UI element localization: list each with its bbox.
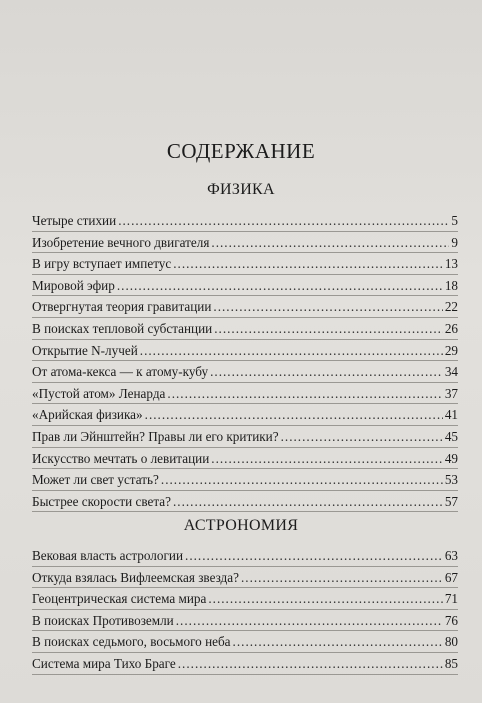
- toc-entry-title: В поисках седьмого, восьмого неба: [32, 634, 231, 650]
- toc-entry-title: «Арийская физика»: [32, 407, 143, 423]
- toc-entry-title: От атома-кекса — к атому-кубу: [32, 364, 209, 380]
- toc-entry-title: Отвергнутая теория гравитации: [32, 299, 212, 315]
- toc-entry: [32, 296, 458, 318]
- dot-leader: [214, 318, 443, 340]
- dot-leader: [241, 567, 443, 589]
- toc-entry: [32, 469, 458, 491]
- dot-leader: [173, 253, 443, 275]
- toc-entry-title: Быстрее скорости света?: [32, 493, 171, 509]
- toc-entry-title: В поисках Противоземли: [32, 612, 174, 628]
- toc-entry-title: Мировой эфир: [32, 277, 115, 293]
- toc-entry: [32, 210, 458, 232]
- toc-entry: [32, 383, 458, 405]
- toc-entry-page: 22: [444, 299, 458, 315]
- dot-leader: [185, 545, 443, 567]
- toc-entry: [32, 491, 458, 513]
- dot-leader: [211, 448, 443, 470]
- toc-entry: [32, 426, 458, 448]
- dot-leader: [211, 232, 449, 254]
- toc-entry: [32, 340, 458, 362]
- toc-entry: [32, 318, 458, 340]
- toc-entry-page: 34: [444, 364, 458, 380]
- section-heading-physics: ФИЗИКА: [207, 181, 275, 198]
- dot-leader: [117, 275, 443, 297]
- toc-entry-title: Геоцентрическая система мира: [32, 591, 207, 607]
- dot-leader: [173, 491, 443, 513]
- toc-entry-title: Четыре стихии: [32, 213, 117, 228]
- toc-entry-title: Открытие N-лучей: [32, 342, 138, 358]
- toc-entry-page: 18: [444, 277, 458, 293]
- dot-leader: [233, 631, 443, 653]
- toc-entry-page: 9: [451, 234, 458, 250]
- toc-entry-title: Откуда взялась Вифлеемская звезда?: [32, 569, 239, 585]
- toc-entry-page: 67: [444, 569, 458, 585]
- toc-entry: [32, 567, 458, 589]
- toc-entry-page: 63: [444, 548, 458, 563]
- toc-entry: [32, 653, 458, 675]
- dot-leader: [281, 426, 443, 448]
- toc-entry-title: Изобретение вечного двигателя: [32, 234, 210, 250]
- dot-leader: [210, 361, 443, 383]
- toc-entry-title: Система мира Тихо Браге: [32, 655, 176, 671]
- toc-entry-page: 49: [444, 450, 458, 466]
- toc-entry: [32, 253, 458, 275]
- toc-entry: [32, 275, 458, 297]
- toc-astronomy: [32, 545, 458, 675]
- dot-leader: [140, 340, 443, 362]
- toc-entry: [32, 631, 458, 653]
- toc-entry-title: В игру вступает импетус: [32, 256, 172, 272]
- toc-entry-title: Искусство мечтать о левитации: [32, 450, 210, 466]
- toc-entry-page: 5: [451, 213, 458, 228]
- toc-entry: [32, 545, 458, 567]
- toc-physics: [32, 210, 458, 512]
- dot-leader: [145, 404, 443, 426]
- page-title: СОДЕРЖАНИЕ: [166, 139, 316, 163]
- toc-entry-page: 26: [444, 320, 458, 336]
- toc-entry: [32, 610, 458, 632]
- dot-leader: [213, 296, 442, 318]
- toc-entry-page: 29: [444, 342, 458, 358]
- dot-leader: [176, 610, 443, 632]
- toc-entry-page: 45: [444, 428, 458, 444]
- toc-entry-page: 41: [444, 407, 458, 423]
- toc-entry: [32, 232, 458, 254]
- toc-entry-title: Вековая власть астрологии: [32, 548, 184, 563]
- toc-entry-page: 85: [444, 655, 458, 671]
- toc-entry-title: Прав ли Эйнштейн? Правы ли его критики?: [32, 428, 279, 444]
- toc-entry-page: 13: [444, 256, 458, 272]
- dot-leader: [167, 383, 442, 405]
- toc-entry-title: В поисках тепловой субстанции: [32, 320, 213, 336]
- toc-entry-title: «Пустой атом» Ленарда: [32, 385, 166, 401]
- toc-entry: [32, 361, 458, 383]
- toc-entry-page: 80: [444, 634, 458, 650]
- toc-entry-page: 53: [444, 472, 458, 488]
- toc-entry: [32, 404, 458, 426]
- toc-entry-title: Может ли свет устать?: [32, 472, 159, 488]
- toc-entry-page: 76: [444, 612, 458, 628]
- section-heading-astronomy: АСТРОНОМИЯ: [183, 517, 299, 534]
- toc-entry: [32, 448, 458, 470]
- toc-entry-page: 71: [444, 591, 458, 607]
- toc-entry: [32, 588, 458, 610]
- dot-leader: [118, 210, 449, 232]
- dot-leader: [178, 653, 443, 675]
- dot-leader: [208, 588, 442, 610]
- dot-leader: [161, 469, 443, 491]
- toc-entry-page: 37: [444, 385, 458, 401]
- toc-entry-page: 57: [444, 493, 458, 509]
